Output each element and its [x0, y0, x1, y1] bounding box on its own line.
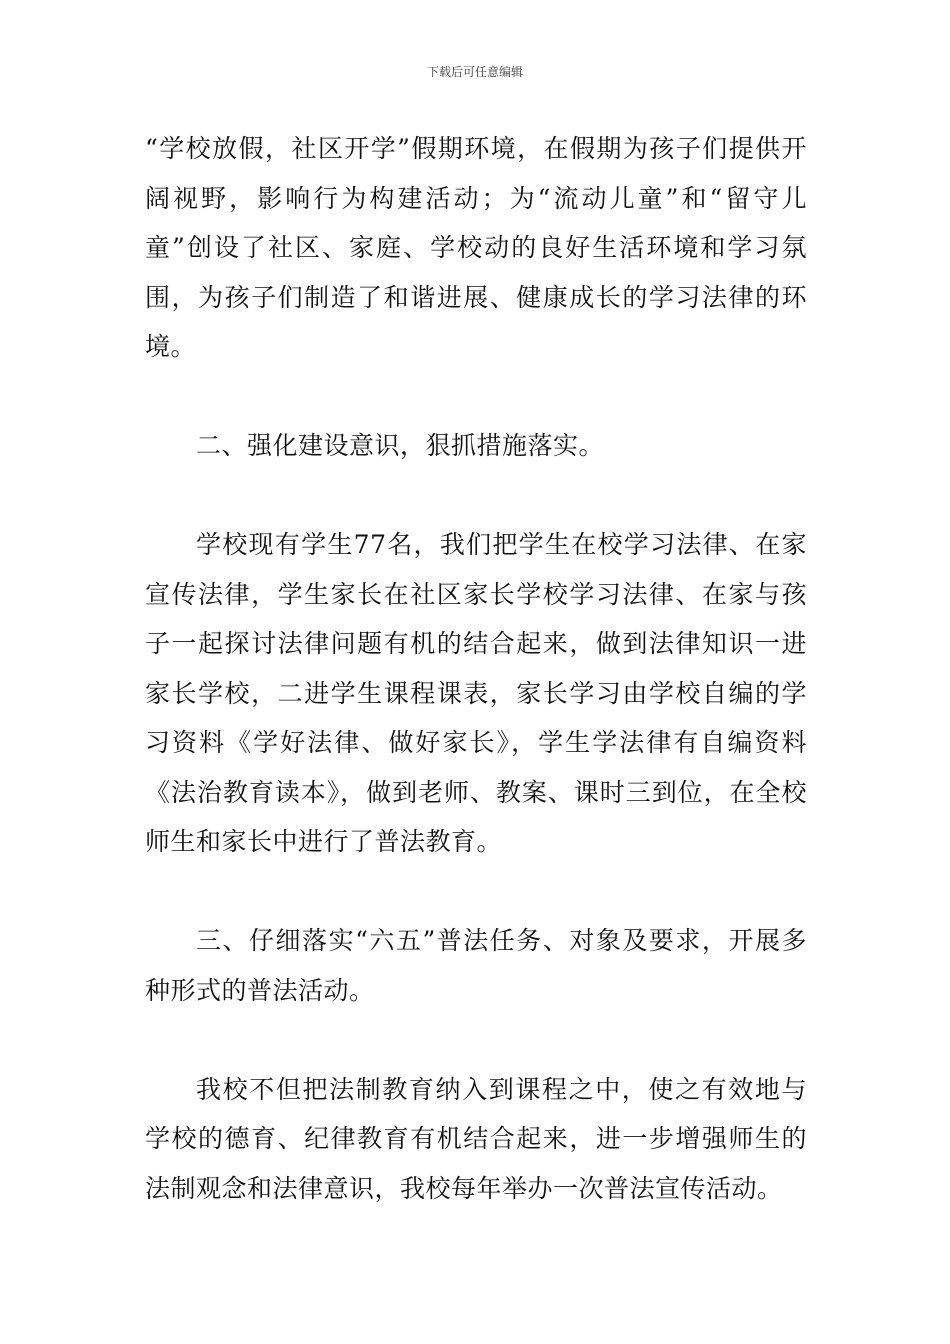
paragraph-students: 学校现有学生77名，我们把学生在校学习法律、在家宣传法律，学生家长在社区家长学校学习法律、在家与孩子一起探讨法律问题有机的结合起来，做到法律知识一进家长学校，二进学生课程课表，家长学习由学校自编的学习资料《学好法律、做好家长》，学生学法律有自编资料《法治教育读本》，做到老师、教案、课时三到位，在全校师生和家长中进行了普法教育。	[145, 530, 807, 856]
paragraph-spacer	[145, 372, 807, 422]
paragraph-legal-education: 我校不但把法制教育纳入到课程之中，使之有效地与学校的德育、纪律教育有机结合起来，进一步增强师生的法制观念和法律意识，我校每年举办一次普法宣传活动。	[145, 1074, 807, 1203]
paragraph-continuation: “学校放假，社区开学”假期环境，在假期为孩子们提供开阔视野，影响行为构建活动；为“流动儿童”和“留守儿童”创设了社区、家庭、学校动的良好生活环境和学习氛围，为孩子们制造了和谐进展、健康成长的学习法律的环境。	[145, 134, 807, 361]
section-heading-3: 三、仔细落实“六五”普法任务、对象及要求，开展多种形式的普法活动。	[145, 926, 807, 1005]
paragraph-spacer	[145, 471, 807, 521]
paragraph-spacer	[145, 1015, 807, 1065]
page-header: 下载后可任意编辑	[426, 65, 523, 79]
document-body	[145, 124, 807, 1213]
paragraph-spacer	[145, 867, 807, 917]
section-heading-2: 二、强化建设意识，狠抓措施落实。	[196, 431, 605, 460]
